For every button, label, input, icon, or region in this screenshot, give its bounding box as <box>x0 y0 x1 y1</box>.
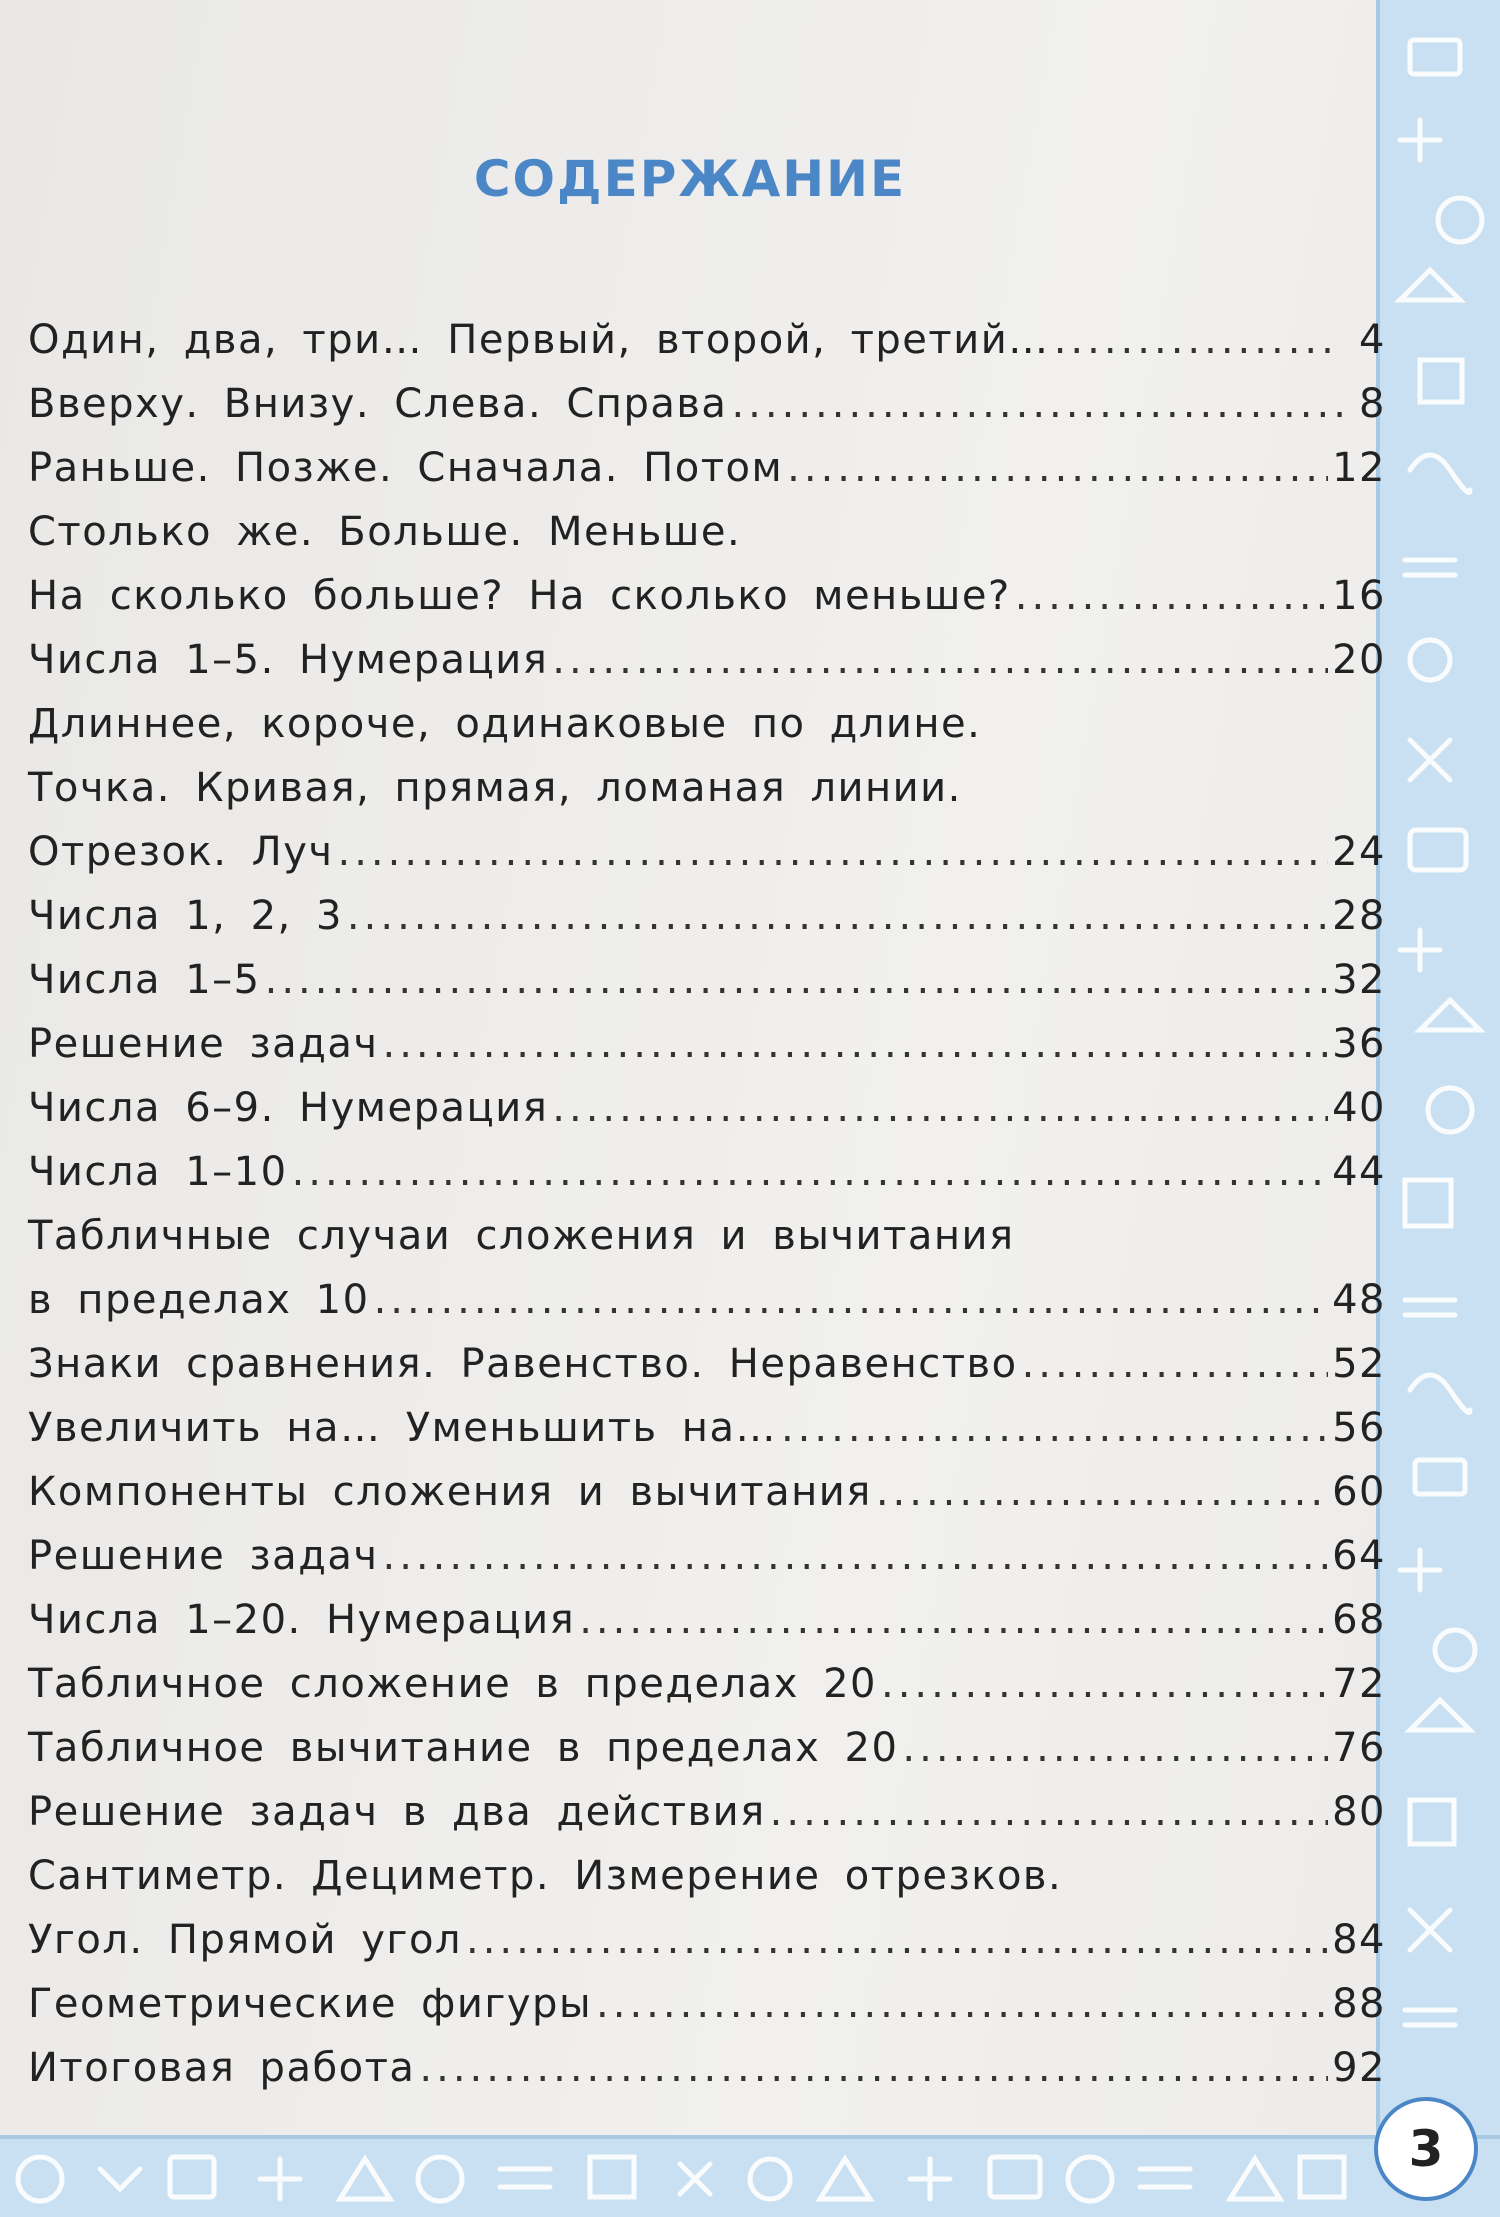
toc-entry-page: 28 <box>1332 893 1386 939</box>
toc-leader-dots <box>265 948 1328 1012</box>
toc-leader-dots <box>596 1972 1328 2036</box>
page-number: 3 <box>1374 2097 1478 2201</box>
toc-entry <box>28 1460 1386 1524</box>
toc-leader-dots <box>552 628 1328 692</box>
toc-entry <box>28 1396 1386 1460</box>
toc-leader-dots <box>902 1716 1328 1780</box>
page-title: СОДЕРЖАНИЕ <box>473 150 907 208</box>
toc-leader-dots <box>374 1268 1329 1332</box>
toc-entry <box>28 1972 1386 2036</box>
toc-entry <box>28 1652 1386 1716</box>
toc-entry-title: Числа 6–9. Нумерация <box>28 1085 549 1131</box>
toc-leader-dots <box>876 1460 1328 1524</box>
toc-leader-dots <box>770 1780 1328 1844</box>
toc-entry-title: Числа 1–10 <box>28 1149 288 1195</box>
toc-leader-dots <box>731 372 1342 436</box>
toc-entry <box>28 1204 1386 1268</box>
toc-leader-dots <box>787 436 1328 500</box>
math-symbols-pattern-icon <box>1380 0 1500 2217</box>
toc-entry-title: Числа 1, 2, 3 <box>28 893 343 939</box>
table-of-contents <box>28 308 1386 2100</box>
toc-entry-title: Табличное сложение в пределах 20 <box>28 1661 877 1707</box>
toc-entry-title: На сколько больше? На сколько меньше? <box>28 573 1011 619</box>
toc-entry <box>28 1908 1386 1972</box>
toc-entry-page: 8 <box>1359 381 1386 427</box>
toc-leader-dots <box>579 1588 1328 1652</box>
toc-entry-page: 72 <box>1332 1661 1386 1707</box>
toc-entry-page: 76 <box>1332 1725 1386 1771</box>
toc-entry-title: Табличное вычитание в пределах 20 <box>28 1725 899 1771</box>
toc-entry <box>28 436 1386 500</box>
toc-entry-page: 84 <box>1332 1917 1386 1963</box>
toc-entry-page: 92 <box>1332 2045 1386 2091</box>
toc-entry <box>28 820 1386 884</box>
toc-entry-title: Табличные случаи сложения и вычитания <box>28 1213 1015 1259</box>
toc-entry-page: 60 <box>1332 1469 1386 1515</box>
toc-entry-title: Длиннее, короче, одинаковые по длине. <box>28 701 982 747</box>
toc-entry-page: 32 <box>1332 957 1386 1003</box>
toc-entry-page: 52 <box>1332 1341 1386 1387</box>
toc-entry <box>28 1268 1386 1332</box>
toc-entry-page: 12 <box>1332 445 1386 491</box>
toc-entry-page: 20 <box>1332 637 1386 683</box>
toc-entry-title: Угол. Прямой угол <box>28 1917 462 1963</box>
decorative-border-bottom <box>0 2135 1500 2217</box>
toc-entry <box>28 308 1386 372</box>
toc-entry-page: 36 <box>1332 1021 1386 1067</box>
toc-entry <box>28 1076 1386 1140</box>
toc-entry-page: 68 <box>1332 1597 1386 1643</box>
toc-entry <box>28 372 1386 436</box>
toc-entry-title: Точка. Кривая, прямая, ломаная линии. <box>28 765 962 811</box>
toc-entry-title: Один, два, три… Первый, второй, третий… <box>28 317 1050 363</box>
toc-entry-title: Увеличить на… Уменьшить на… <box>28 1405 777 1451</box>
toc-entry <box>28 2036 1386 2100</box>
toc-entry-title: Решение задач <box>28 1021 379 1067</box>
toc-leader-dots <box>383 1012 1329 1076</box>
decorative-border-right <box>1376 0 1500 2217</box>
toc-entry-title: Решение задач <box>28 1533 379 1579</box>
toc-entry <box>28 948 1386 1012</box>
toc-entry-title: Итоговая работа <box>28 2045 416 2091</box>
toc-leader-dots <box>552 1076 1328 1140</box>
toc-entry <box>28 1780 1386 1844</box>
toc-entry-title: Знаки сравнения. Равенство. Неравенство <box>28 1341 1018 1387</box>
toc-entry <box>28 564 1386 628</box>
toc-entry-title: Компоненты сложения и вычитания <box>28 1469 872 1515</box>
toc-entry <box>28 1588 1386 1652</box>
toc-leader-dots <box>347 884 1328 948</box>
toc-entry-title: Геометрические фигуры <box>28 1981 593 2027</box>
toc-leader-dots <box>781 1396 1328 1460</box>
toc-entry-title: Столько же. Больше. Меньше. <box>28 509 742 555</box>
toc-entry-title: в пределах 10 <box>28 1277 370 1323</box>
toc-entry-page: 40 <box>1332 1085 1386 1131</box>
toc-leader-dots <box>419 2036 1328 2100</box>
toc-entry <box>28 884 1386 948</box>
toc-entry <box>28 1844 1386 1908</box>
toc-entry-page: 64 <box>1332 1533 1386 1579</box>
toc-entry <box>28 692 1386 756</box>
toc-entry-title: Числа 1–5. Нумерация <box>28 637 549 683</box>
toc-entry-title: Числа 1–5 <box>28 957 261 1003</box>
toc-leader-dots <box>1054 308 1342 372</box>
toc-leader-dots <box>1015 564 1328 628</box>
toc-entry-page: 24 <box>1332 829 1386 875</box>
toc-entry-title: Числа 1–20. Нумерация <box>28 1597 576 1643</box>
toc-leader-dots <box>383 1524 1329 1588</box>
toc-entry <box>28 1716 1386 1780</box>
toc-entry-title: Вверху. Внизу. Слева. Справа <box>28 381 728 427</box>
toc-leader-dots <box>292 1140 1329 1204</box>
toc-entry-page: 80 <box>1332 1789 1386 1835</box>
math-symbols-pattern-icon <box>0 2139 1500 2217</box>
toc-entry-title: Сантиметр. Дециметр. Измерение отрезков. <box>28 1853 1063 1899</box>
toc-leader-dots <box>881 1652 1328 1716</box>
toc-entry <box>28 500 1386 564</box>
toc-entry <box>28 1012 1386 1076</box>
toc-entry-page: 56 <box>1332 1405 1386 1451</box>
toc-entry-title: Отрезок. Луч <box>28 829 334 875</box>
toc-leader-dots <box>338 820 1329 884</box>
toc-entry <box>28 628 1386 692</box>
toc-entry-page: 88 <box>1332 1981 1386 2027</box>
toc-entry-page: 48 <box>1332 1277 1386 1323</box>
toc-leader-dots <box>466 1908 1328 1972</box>
toc-entry <box>28 1140 1386 1204</box>
toc-entry-title: Раньше. Позже. Сначала. Потом <box>28 445 784 491</box>
toc-entry <box>28 1524 1386 1588</box>
toc-entry <box>28 1332 1386 1396</box>
toc-entry-page: 44 <box>1332 1149 1386 1195</box>
toc-entry-title: Решение задач в два действия <box>28 1789 766 1835</box>
toc-entry-page: 4 <box>1359 317 1386 363</box>
toc-leader-dots <box>1022 1332 1329 1396</box>
toc-entry-page: 16 <box>1332 573 1386 619</box>
toc-entry <box>28 756 1386 820</box>
